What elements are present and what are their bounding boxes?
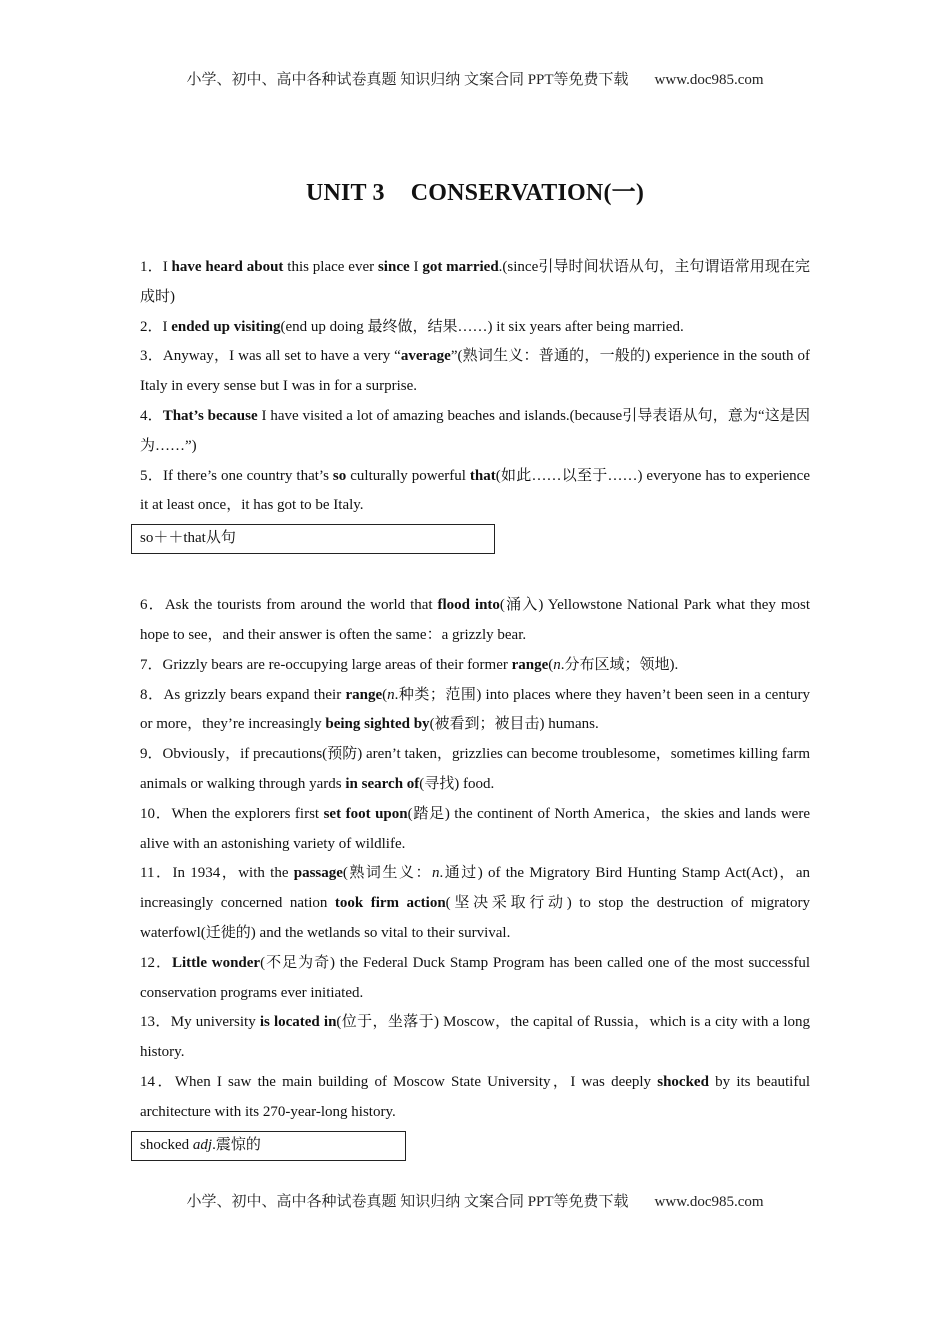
sentence-9: 9．Obviously，if precautions(预防) aren’t taken，grizzlies can become troublesome，sometimes killing farm animals or walking through yards in search of(寻找) food.: [140, 746, 810, 792]
sentence-list: [140, 253, 810, 1161]
sentence-7: 7．Grizzly bears are re-occupying large areas of their former range(n.分布区域；领地).: [140, 656, 679, 673]
sentence-11: 11．In 1934，with the passage(熟词生义：n.通过) of the Migratory Bird Hunting Stamp Act(Act)，an increasingly concerned nation took firm action(坚决采取行动) to stop the destruction of migratory waterfowl(迁徙的) and the wetlands so vital to their survival.: [140, 865, 810, 941]
sentence-6: 6．Ask the tourists from around the world that flood into(涌入) Yellowstone National Park what they most hope to see，and their answer is often the same：a grizzly bear.: [140, 597, 810, 643]
footer-site[interactable]: www.doc985.com: [654, 1194, 764, 1210]
footer-text: 小学、初中、高中各种试卷真题 知识归纳 文案合同 PPT等免费下载: [186, 1194, 629, 1210]
header-text: 小学、初中、高中各种试卷真题 知识归纳 文案合同 PPT等免费下载: [186, 72, 629, 88]
sentence-1: 1．I have heard about this place ever since I got married.(since引导时间状语从句，主句谓语常用现在完成时): [140, 259, 811, 305]
page-header: [0, 68, 950, 89]
sentence-3: 3．Anyway，I was all set to have a very “average”(熟词生义：普通的，一般的) experience in the south of Italy in every sense but I was in for a surprise.: [140, 348, 810, 395]
sentence-10: 10．When the explorers first set foot upon(踏足) the continent of North America，the skies and lands were alive with an astonishing variety of wildlife.: [140, 805, 810, 852]
header-site[interactable]: www.doc985.com: [654, 72, 764, 88]
sentence-14: 14．When I saw the main building of Moscow State University，I was deeply shocked by its beautiful architecture with its 270-year-long history.: [140, 1073, 810, 1120]
page-title: [0, 172, 950, 207]
note-box-so-that: so＋＋that从句: [131, 524, 495, 554]
note-box-shocked: shocked adj.震惊的: [131, 1131, 406, 1161]
sentence-12: 12．Little wonder(不足为奇) the Federal Duck Stamp Program has been called one of the most successful conservation programs ever initiated.: [140, 954, 810, 1001]
sentence-4: 4．That’s because I have visited a lot of amazing beaches and islands.(because引导表语从句，意为“这是因为……”): [140, 407, 810, 454]
title-topic: CONSERVATION(一): [410, 180, 645, 206]
sentence-5: 5．If there’s one country that’s so culturally powerful that(如此……以至于……) everyone has to experience it at least once，it has got to be Italy.: [140, 467, 810, 514]
sentence-2: 2．I ended up visiting(end up doing 最终做，结果……) it six years after being married.: [140, 318, 684, 335]
title-unit: UNIT 3: [305, 180, 385, 206]
sentence-8: 8．As grizzly bears expand their range(n.种类；范围) into places where they haven’t been seen in a century or more，they’re increasingly being sighted by(被看到；被目击) humans.: [140, 686, 810, 733]
sentence-13: 13．My university is located in(位于，坐落于) Moscow，the capital of Russia，which is a city with a long history.: [140, 1014, 810, 1061]
page-footer: [0, 1190, 950, 1211]
